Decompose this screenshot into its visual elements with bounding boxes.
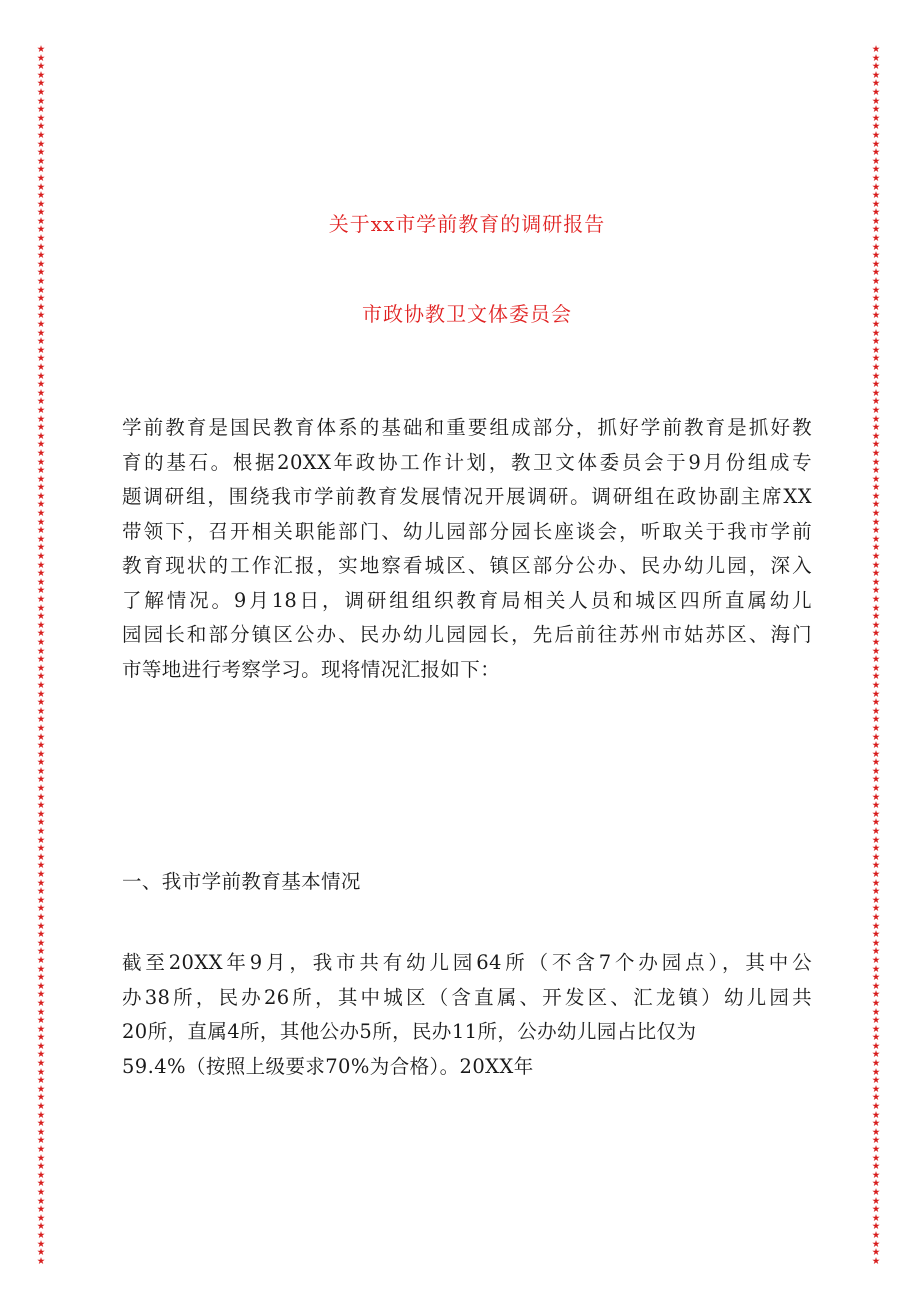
section1-line: 59.4%（按照上级要求70%为合格）。20XX年 [122,1054,534,1078]
document-subtitle: 市政协教卫文体委员会 [362,302,572,326]
document-page [122,0,812,1301]
section1-line: 截至20XX年9月，我市共有幼儿园64所（不含7个办园点），其中公 [122,951,812,974]
intro-line: 学前教育是国民教育体系的基础和重要组成部分，抓好学前教育是抓好教 [122,416,812,439]
section1-line: 20所，直属4所，其他公办5所，民办11所，公办幼儿园占比仅为 [122,1020,697,1043]
section1-paragraph [122,946,812,1084]
document-title: 关于xx市学前教育的调研报告 [328,212,606,236]
left-star-border: ★ ★ ★ ★ ★ ★ ★ ★ ★ ★ ★ ★ ★ ★ ★ ★ ★ ★ ★ ★ ★ ★ ★ ★ ★ ★ ★ ★ ★ ★ ★ ★ ★ ★ ★ ★ ★ ★ ★ ★ ★ ★ ★ ★ ★ ★ ★ ★ ★ ★ ★ ★ ★ ★ ★ ★ ★ ★ ★ ★ ★ ★ ★ ★ ★ ★ ★ ★ ★ ★ ★ ★ ★ ★ ★ ★ ★ ★ ★ ★ ★ ★ ★ ★ ★ ★ ★ ★ ★ ★ ★ ★ ★ ★ ★ ★ ★ ★ ★ ★ ★ ★ ★ ★ ★ ★ ★ ★ ★ ★ ★ ★ ★ ★ ★ ★ ★ ★ ★ ★ ★ ★ ★ ★ ★ ★ ★ ★ ★ ★ ★ ★ ★ ★ ★ ★ ★ ★ ★ ★ ★ ★ [36,44,46,1267]
intro-line: 园园长和部分镇区公办、民办幼儿园园长，先后前往苏州市姑苏区、海门 [122,623,812,646]
section-heading: 一、我市学前教育基本情况 [122,870,361,893]
intro-line: 题调研组，围绕我市学前教育发展情况开展调研。调研组在政协副主席XX [122,485,812,508]
right-star-border: ★ ★ ★ ★ ★ ★ ★ ★ ★ ★ ★ ★ ★ ★ ★ ★ ★ ★ ★ ★ ★ ★ ★ ★ ★ ★ ★ ★ ★ ★ ★ ★ ★ ★ ★ ★ ★ ★ ★ ★ ★ ★ ★ ★ ★ ★ ★ ★ ★ ★ ★ ★ ★ ★ ★ ★ ★ ★ ★ ★ ★ ★ ★ ★ ★ ★ ★ ★ ★ ★ ★ ★ ★ ★ ★ ★ ★ ★ ★ ★ ★ ★ ★ ★ ★ ★ ★ ★ ★ ★ ★ ★ ★ ★ ★ ★ ★ ★ ★ ★ ★ ★ ★ ★ ★ ★ ★ ★ ★ ★ ★ ★ ★ ★ ★ ★ ★ ★ ★ ★ ★ ★ ★ ★ ★ ★ ★ ★ ★ ★ ★ ★ ★ ★ ★ ★ ★ ★ ★ ★ ★ ★ [871,44,881,1267]
intro-line: 市等地进行考察学习。现将情况汇报如下： [122,657,501,681]
intro-line: 了解情况。9月18日，调研组组织教育局相关人员和城区四所直属幼儿 [122,588,812,612]
intro-paragraph [122,411,812,687]
intro-line: 教育现状的工作汇报，实地察看城区、镇区部分公办、民办幼儿园，深入 [122,554,812,577]
section1-line: 办38所，民办26所，其中城区（含直属、开发区、汇龙镇）幼儿园共 [122,985,812,1009]
intro-line: 带领下，召开相关职能部门、幼儿园部分园长座谈会，听取关于我市学前 [122,519,812,543]
intro-line: 育的基石。根据20XX年政协工作计划，教卫文体委员会于9月份组成专 [122,450,812,474]
